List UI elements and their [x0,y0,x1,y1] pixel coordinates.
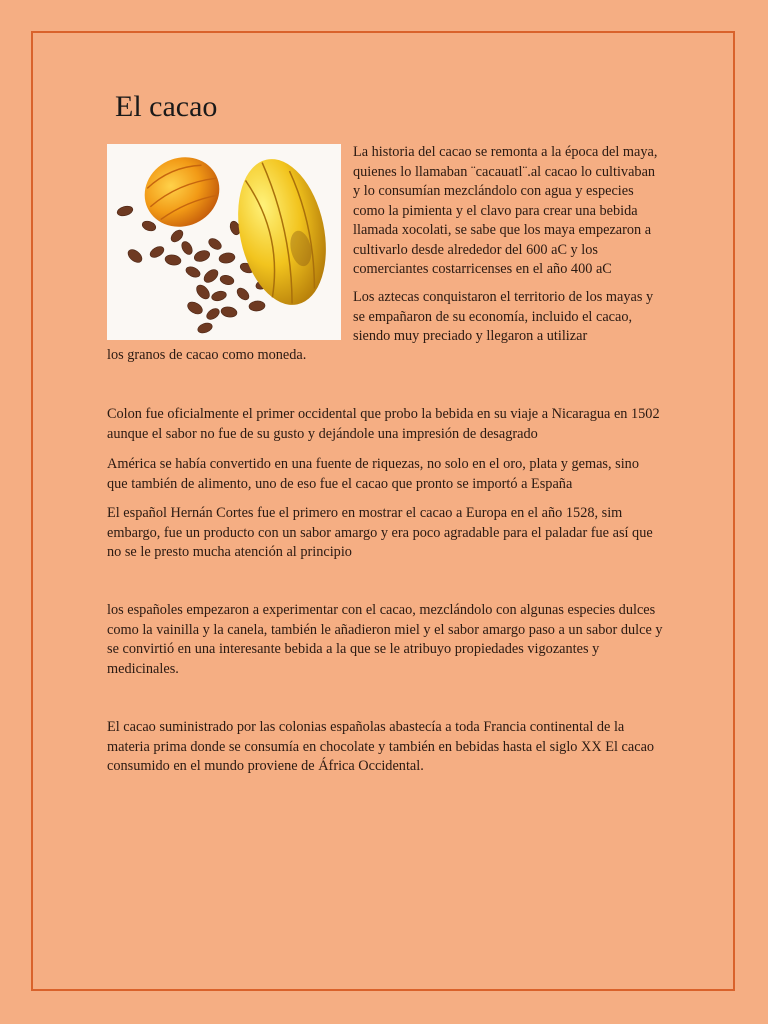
intro-paragraph-1: La historia del cacao se remonta a la época del maya, quienes lo llamaban ¨cacauatl¨.al cacao lo cultivaban y lo consumían mezclándolo con agua y especies como la pimienta y el clavo para crear una bebida llamada xocolati, se sabe que los maya empezaron a cultivarlo desde alrededor del 600 aC y los comerciantes costarricenses en el año 400 aC [353,144,658,277]
paragraph-espanoles: los españoles empezaron a experimentar con el cacao, mezclándolo con algunas especies dulces como la vainilla y la canela, también le añadieron miel y el sabor amargo paso a un sabor dulce y se convirtió en una interesante bebida a la que se le atribuyo propiedades vigozantes y medicinales. [107,602,663,677]
paragraph-colon: Colon fue oficialmente el primer occidental que probo la bebida en su viaje a Nicaragua en 1502 aunque el sabor no fue de su gusto y dejándole una impresión de desagrado [107,406,660,442]
intro-paragraph-2: Los aztecas conquistaron el territorio de los mayas y se empañaron de su economía, incluido el cacao, siendo muy preciado y llegaron a utilizar [353,289,654,344]
cocoa-illustration [107,144,341,340]
cocoa-image [107,144,341,340]
paragraph-cortes: El español Hernán Cortes fue el primero en mostrar el cacao a Europa en el año 1528, sim embargo, fue un producto con un sabor amargo y era poco agradable para el paladar fue así que no se le presto mucha atención al principio [107,505,653,560]
intro-paragraph-3: los granos de cacao como moneda. [107,347,307,363]
paragraph-america: América se había convertido en una fuente de riquezas, no solo en el oro, plata y gemas, sino que también de alimento, uno de eso fue el cacao que pronto se importó a España [107,456,639,492]
paragraph-francia: El cacao suministrado por las colonias españolas abastecía a toda Francia continental de la materia prima donde se consumía en chocolate y también en bebidas hasta el siglo XX El cacao consumido en el mundo proviene de África Occidental. [107,719,655,774]
page-title: El cacao [115,90,218,123]
